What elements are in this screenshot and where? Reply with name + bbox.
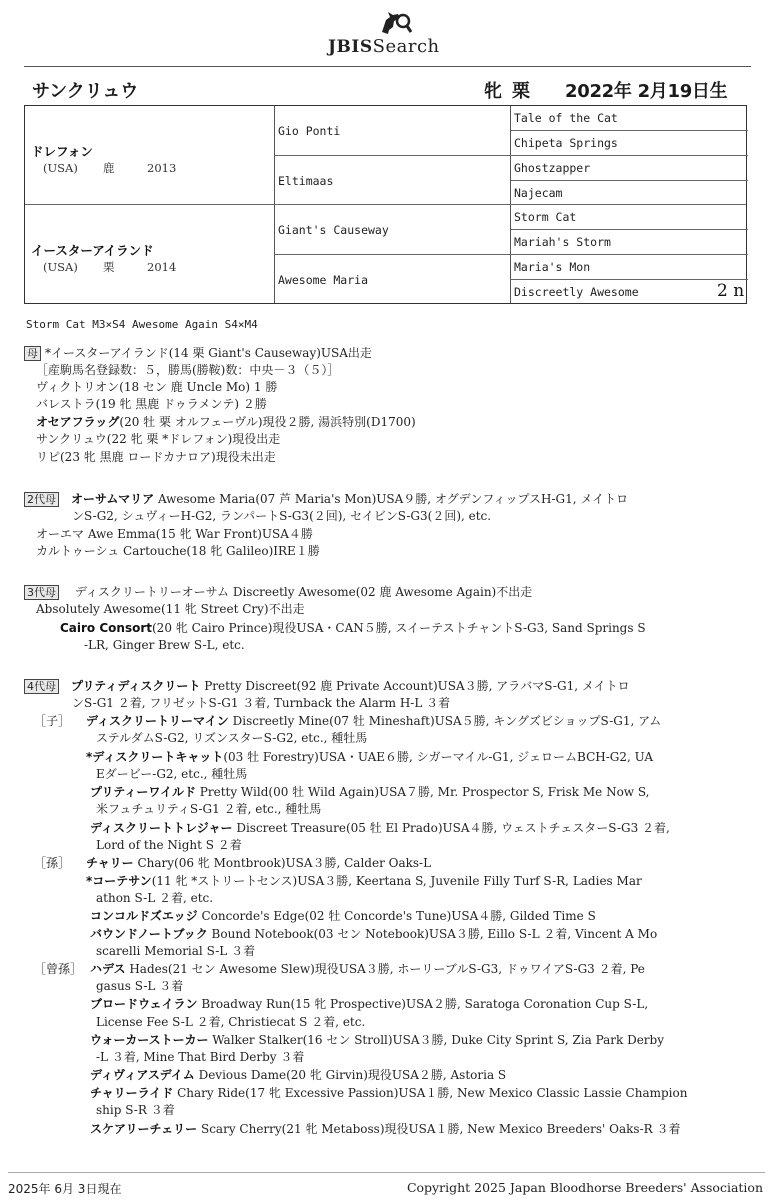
pedigree-g3[interactable]: Najecam — [514, 186, 563, 200]
family-line — [72, 508, 491, 525]
record-text: Walker Stalker(16 セン Stroll)USA３勝, Duke City Sprint S, Zia Park Derby — [208, 1033, 665, 1047]
horse-magnifier-icon — [376, 8, 412, 38]
horse-link[interactable]: *コーテサン — [86, 874, 152, 888]
generation-label: ［子］ — [34, 714, 71, 728]
pedigree-divider — [510, 130, 748, 131]
horse-link[interactable]: ディスクリートリーマイン — [86, 714, 229, 728]
record-text: ディスクリートリーオーサム Discreetly Awesome(02 鹿 Awesome Again)不出走 — [71, 585, 533, 599]
inbreeding-info: Storm Cat M3×S4 Awesome Again S4×M4 — [26, 318, 258, 331]
family-line — [96, 1102, 175, 1119]
sire-color: 鹿 — [103, 161, 115, 175]
dam-cell[interactable] — [31, 241, 176, 275]
horse-link[interactable]: コンコルドズエッジ — [90, 909, 198, 923]
record-text: ship S-R ３着 — [96, 1103, 175, 1117]
family-line — [90, 1121, 680, 1138]
generation-badge: 4代母 — [24, 679, 59, 694]
family-line — [90, 784, 650, 801]
record-text: Absolutely Awesome(11 牝 Street Cry)不出走 — [36, 602, 305, 616]
copyright: Copyright 2025 Japan Bloodhorse Breeders' Association — [406, 1180, 763, 1195]
record-text: ［産駒馬名登録数：５，勝馬(勝鞍)数：中央－３（５）］ — [36, 363, 340, 377]
pedigree-divider — [510, 229, 748, 230]
horse-link[interactable]: Cairo Consort — [60, 621, 152, 635]
family-line — [96, 978, 183, 995]
family-line — [86, 749, 653, 766]
horse-link[interactable]: ウォーカーストーカー — [90, 1033, 209, 1047]
family-line — [96, 1049, 304, 1066]
pedigree-divider — [274, 155, 748, 156]
sire-cell[interactable] — [31, 142, 176, 176]
family-line — [24, 345, 372, 362]
horse-link[interactable]: オセアフラッグ — [36, 415, 120, 429]
pedigree-g3[interactable]: Maria's Mon — [514, 260, 591, 274]
horse-link[interactable]: ブロードウェイラン — [90, 997, 198, 1011]
dam-country: (USA) — [43, 260, 78, 274]
record-text: (03 牡 Forestry)USA・UAE６勝, シガーマイル-G1, ジェロームBCH-G2, UA — [223, 750, 654, 764]
record-text: Pretty Wild(00 牡 Wild Again)USA７勝, Mr. Prospector S, Frisk Me Now S, — [195, 785, 650, 799]
family-line — [34, 713, 661, 730]
record-text: Hades(21 セン Awesome Slew)現役USA３勝, ホーリーブルS-G3, ドゥワイアS-G3 ２着, Pe — [125, 962, 645, 976]
generation-badge: 母 — [24, 346, 41, 361]
family-line — [36, 379, 277, 396]
record-text: Scary Cherry(21 牝 Metaboss)現役USA１勝, New Mexico Breeders' Oaks-R ３着 — [197, 1122, 681, 1136]
family-line — [24, 491, 628, 508]
pedigree-table — [24, 105, 747, 304]
inbreed-count: 2 n — [717, 281, 745, 301]
family-line — [34, 961, 645, 978]
record-text: *イースターアイランド(14 栗 Giant's Causeway)USA出走 — [45, 346, 372, 360]
record-text: Awesome Maria(07 芦 Maria's Mon)USA９勝, オグデンフィップスH-G1, メイトロ — [154, 492, 629, 506]
pedigree-g2-dam-dam[interactable]: Awesome Maria — [278, 273, 369, 287]
generation-label: ［孫］ — [34, 856, 71, 870]
family-line — [34, 855, 431, 872]
record-text: (11 牝 *ストリートセンス)USA３勝, Keertana S, Juvenile Filly Turf S-R, Ladies Mar — [151, 874, 642, 888]
record-text: サンクリュウ(22 牝 栗 *ドレフォン)現役出走 — [36, 432, 281, 446]
record-text: ンS-G1 ２着, フリゼットS-G1 ３着, Turnback the Alarm H-L ３着 — [72, 696, 451, 710]
dam-info — [31, 259, 176, 275]
sire-info — [31, 160, 176, 176]
as-of-date: 2025年 6月 3日現在 — [8, 1182, 122, 1196]
family-line — [24, 678, 630, 695]
record-text: (20 牝 Cairo Prince)現役USA・CAN５勝, スイーテストチャントS-G3, Sand Springs S — [152, 621, 646, 635]
horse-link[interactable]: スケアリーチェリー — [90, 1122, 198, 1136]
family-line — [96, 837, 242, 854]
horse-link[interactable]: *ディスクリートキャット — [86, 750, 224, 764]
family-line — [96, 890, 213, 907]
family-line — [72, 695, 450, 712]
family-line — [90, 996, 648, 1013]
header-rule — [24, 66, 751, 67]
record-text: リピ(23 牝 黒鹿 ロードカナロア)現役未出走 — [36, 450, 276, 464]
horse-color: 栗 — [512, 81, 530, 102]
horse-link[interactable]: プリティーワイルド — [90, 785, 196, 799]
generation-label: ［曾孫］ — [34, 962, 83, 976]
family-line — [96, 801, 321, 818]
pedigree-g3[interactable]: Mariah's Storm — [514, 235, 611, 249]
record-text: (20 牡 栗 オルフェーヴル)現役２勝, 湯浜特別(D1700) — [119, 415, 416, 429]
record-text: scarelli Memorial S-L ３着 — [96, 944, 256, 958]
record-text: ステルダムS-G2, リズンスターS-G2, etc., 種牡馬 — [96, 731, 368, 745]
family-line — [96, 766, 247, 783]
record-text: Discreetly Mine(07 牡 Mineshaft)USA５勝, キングズビショップS-G1, アム — [228, 714, 662, 728]
pedigree-divider — [274, 254, 748, 255]
record-text: オーエマ Awe Emma(15 牝 War Front)USA４勝 — [36, 527, 313, 541]
horse-link[interactable]: チャリー — [86, 856, 134, 870]
pedigree-divider — [510, 279, 748, 280]
horse-link[interactable]: バウンドノートブック — [90, 927, 208, 941]
logo-text: JBISSearch — [328, 36, 440, 57]
horse-birth-date: 2022年 2月19日生 — [565, 81, 728, 102]
family-line — [36, 543, 320, 560]
sire-name[interactable]: ドレフォン — [31, 144, 93, 159]
generation-badge: 3代母 — [24, 585, 59, 600]
horse-link[interactable]: チャリーライド — [90, 1086, 174, 1100]
record-text: Pretty Discreet(92 鹿 Private Account)USA３勝, アラバマS-G1, メイトロ — [200, 679, 630, 693]
family-line — [36, 396, 267, 413]
family-line — [96, 1014, 365, 1031]
record-text: Chary(06 牝 Montbrook)USA３勝, Calder Oaks-L — [133, 856, 432, 870]
record-text: Discreet Treasure(05 牡 El Prado)USA４勝, ウェストチェスターS-G3 ２着, — [232, 821, 670, 835]
horse-link[interactable]: オーサムマリア — [71, 492, 155, 506]
family-line — [36, 449, 276, 466]
pedigree-divider — [25, 204, 746, 205]
family-line — [96, 943, 255, 960]
family-line — [86, 873, 642, 890]
family-line — [90, 1032, 664, 1049]
jbis-search-logo[interactable] — [328, 8, 458, 57]
record-text: gasus S-L ３着 — [96, 979, 184, 993]
record-text: Chary Ride(17 牝 Excessive Passion)USA１勝, New Mexico Classic Lassie Champion — [173, 1086, 688, 1100]
family-line — [90, 926, 657, 943]
record-text: Broadway Run(15 牝 Prospective)USA２勝, Saratoga Coronation Cup S-L, — [197, 997, 649, 1011]
pedigree-g2-dam-sire[interactable]: Giant's Causeway — [278, 223, 389, 237]
pedigree-divider — [510, 180, 748, 181]
pedigree-g3[interactable]: Tale of the Cat — [514, 111, 618, 125]
family-line — [90, 908, 596, 925]
family-line — [96, 730, 367, 747]
family-line — [36, 526, 313, 543]
family-line — [84, 637, 245, 654]
record-text: 米フュチュリティS-G1 ２着, etc., 種牡馬 — [96, 802, 322, 816]
sire-country: (USA) — [43, 161, 78, 175]
record-text: Eダービー-G2, etc., 種牡馬 — [96, 767, 248, 781]
horse-link[interactable]: ディスクリートトレジャー — [90, 821, 233, 835]
record-text: カルトゥーシュ Cartouche(18 牝 Galileo)IRE１勝 — [36, 544, 320, 558]
sire-year: 2013 — [147, 161, 177, 175]
dam-year: 2014 — [147, 260, 177, 274]
pedigree-g2-sire-sire[interactable]: Gio Ponti — [278, 124, 341, 138]
pedigree-g3[interactable]: Discreetly Awesome — [514, 285, 639, 299]
pedigree-g3[interactable]: Ghostzapper — [514, 161, 591, 175]
horse-link[interactable]: プリティディスクリート — [71, 679, 201, 693]
record-text: Concorde's Edge(02 牡 Concorde's Tune)USA４勝, Gilded Time S — [197, 909, 596, 923]
footer-rule — [8, 1172, 765, 1173]
family-line — [36, 414, 416, 431]
family-line — [36, 601, 305, 618]
family-line — [90, 820, 670, 837]
record-text: athon S-L ２着, etc. — [96, 891, 214, 905]
record-text: Lord of the Night S ２着 — [96, 838, 242, 852]
record-text: バレストラ(19 牝 黒鹿 ドゥラメンテ) ２勝 — [36, 397, 267, 411]
record-text: Bound Notebook(03 セン Notebook)USA３勝, Eillo S-L ２着, Vincent A Mo — [207, 927, 658, 941]
dam-color: 栗 — [103, 260, 115, 274]
family-line — [90, 1067, 506, 1084]
record-text: License Fee S-L ２着, Christiecat S ２着, etc. — [96, 1015, 366, 1029]
horse-link[interactable]: ディヴィアスデイム — [90, 1068, 195, 1082]
pedigree-g2-sire-dam[interactable]: Eltimaas — [278, 174, 334, 188]
horse-name: サンクリュウ — [32, 81, 139, 102]
pedigree-g3[interactable]: Chipeta Springs — [514, 136, 618, 150]
family-line — [60, 620, 646, 637]
record-text: -LR, Ginger Brew S-L, etc. — [84, 638, 245, 652]
dam-name[interactable]: イースターアイランド — [31, 243, 154, 258]
family-line — [90, 1085, 687, 1102]
record-text: -L ３着, Mine That Bird Derby ３着 — [96, 1050, 305, 1064]
family-line — [24, 584, 532, 601]
generation-badge: 2代母 — [24, 492, 59, 507]
pedigree-g3[interactable]: Storm Cat — [514, 210, 577, 224]
record-text: ンS-G2, シュヴィーH-G2, ランパートS-G3(２回), セイビンS-G3(２回), etc. — [72, 509, 492, 523]
family-line — [36, 431, 280, 448]
record-text: Devious Dame(20 牝 Girvin)現役USA２勝, Astoria S — [194, 1068, 507, 1082]
family-line — [36, 362, 339, 379]
horse-link[interactable]: ハデス — [90, 962, 126, 976]
horse-sex: 牝 — [484, 81, 502, 102]
record-text: ヴィクトリオン(18 セン 鹿 Uncle Mo) 1 勝 — [36, 380, 278, 394]
